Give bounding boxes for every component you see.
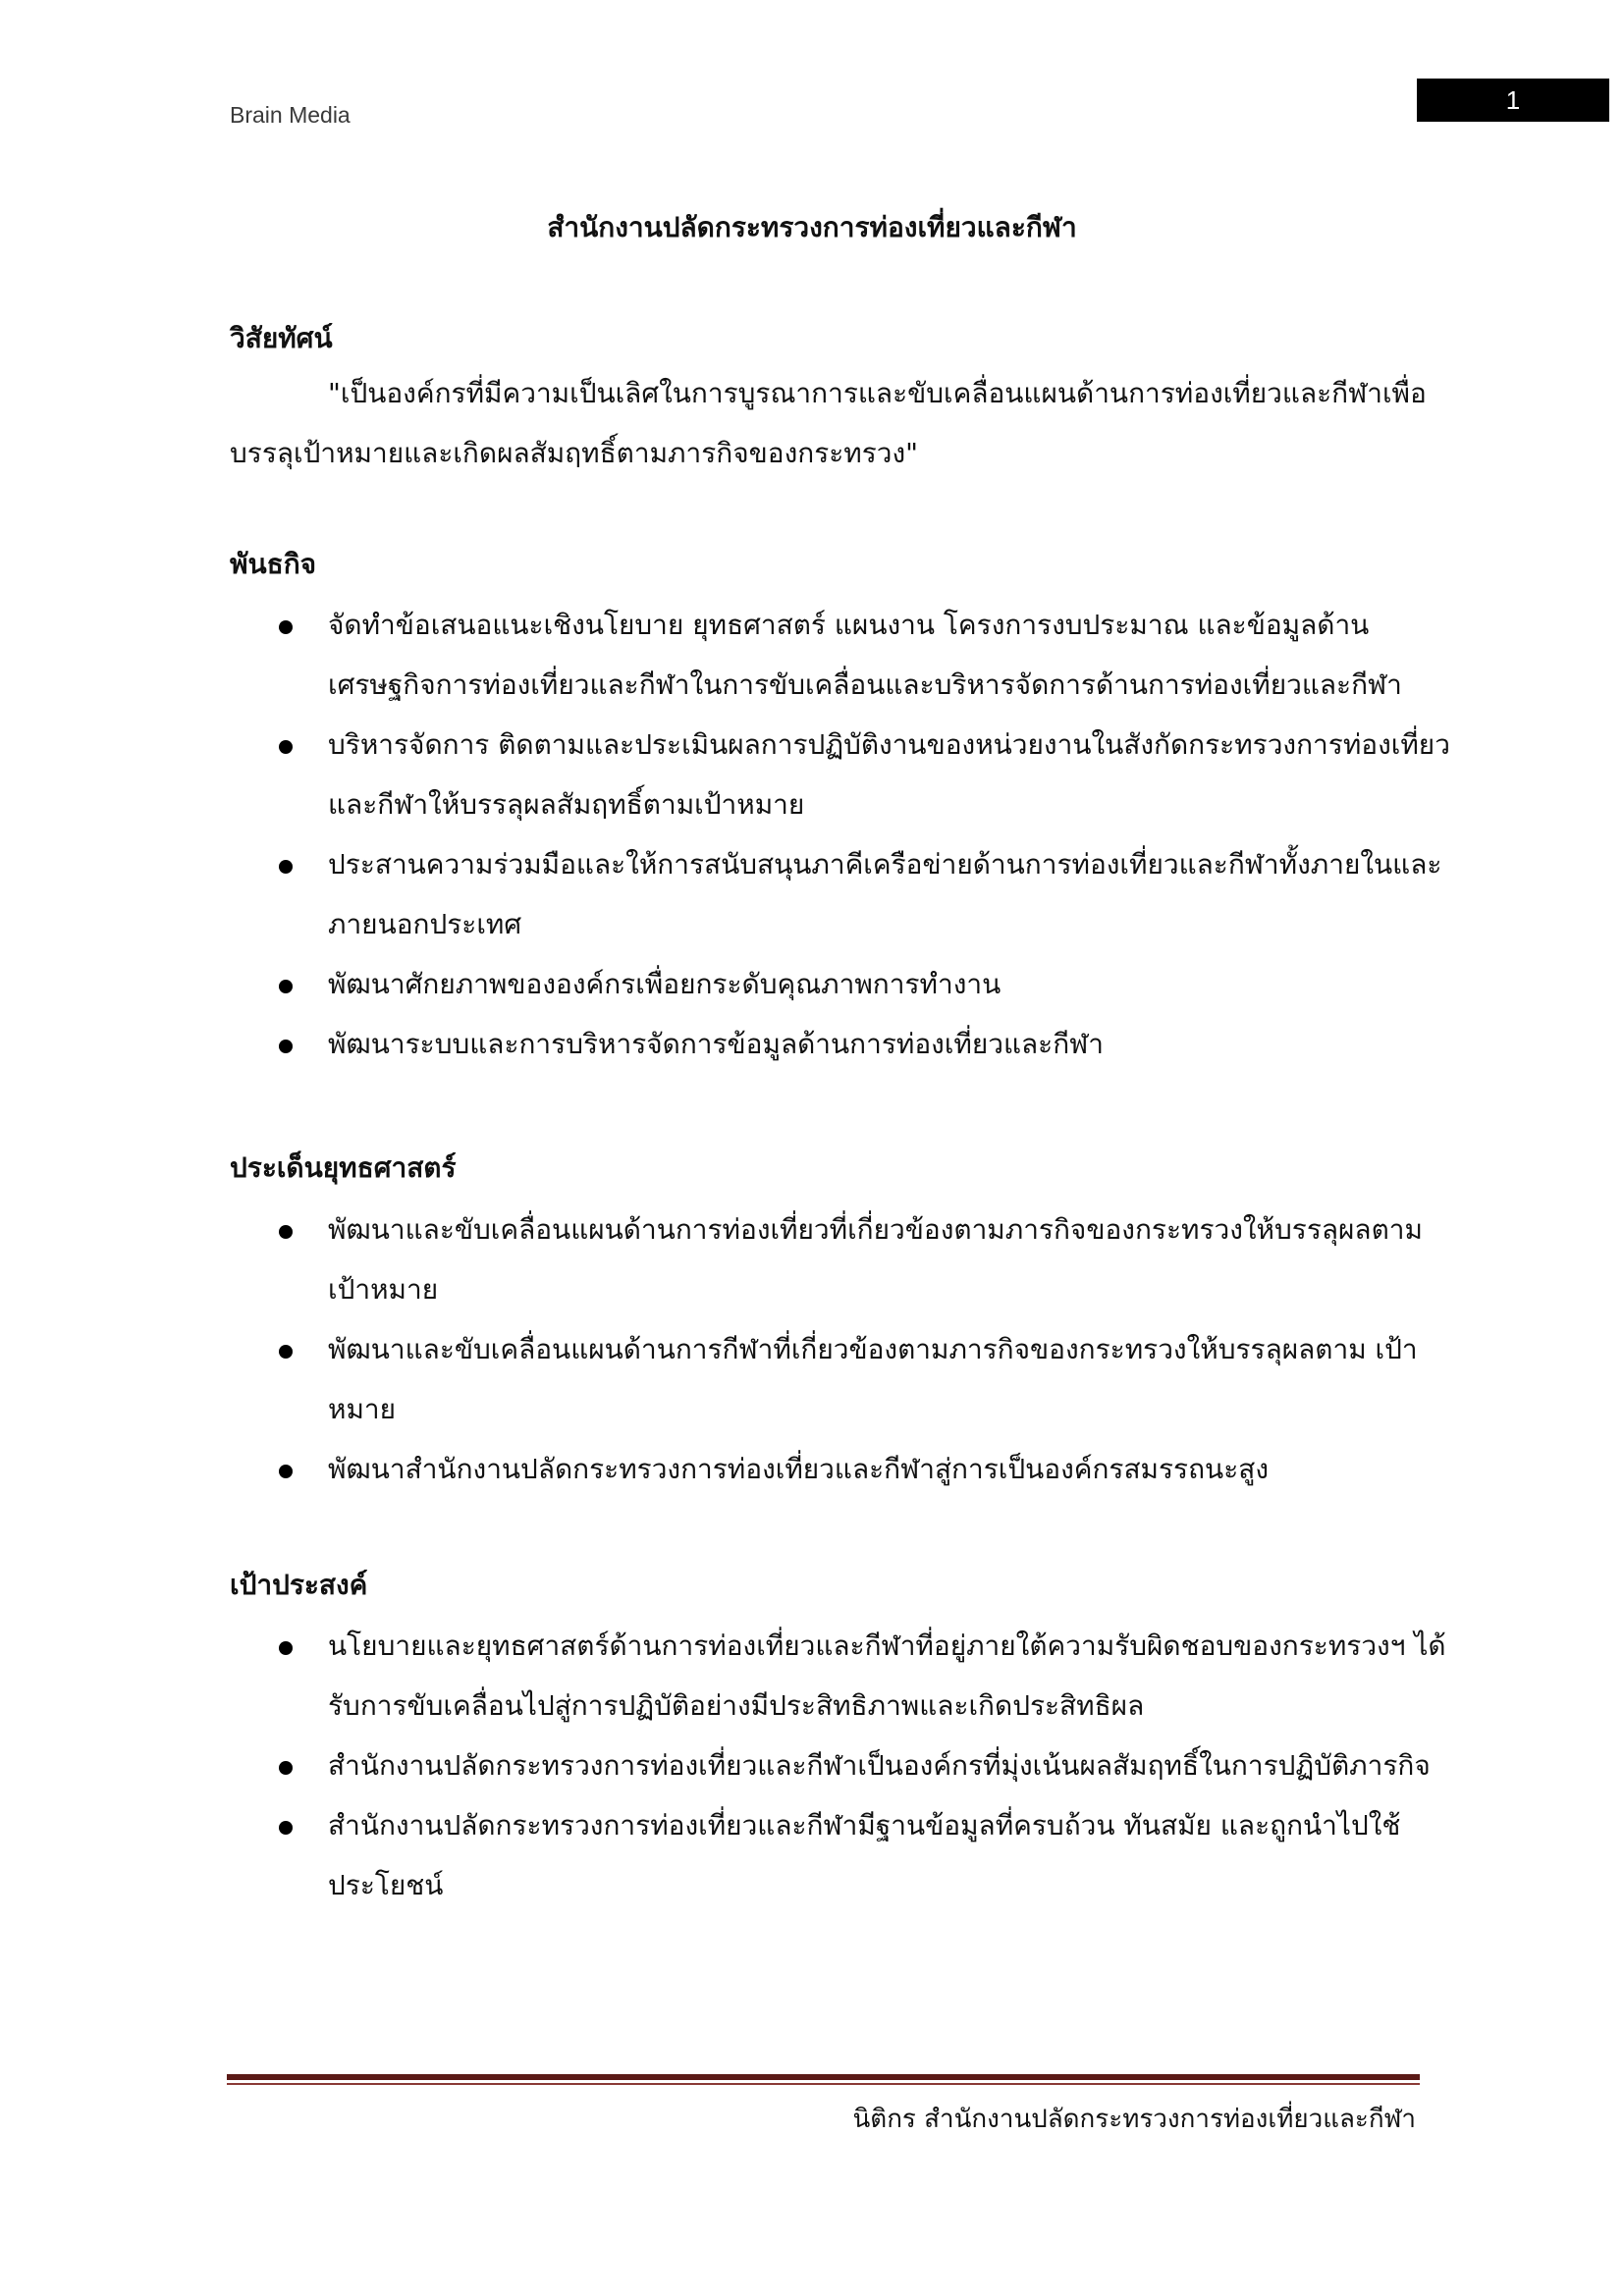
list-item: จัดทำข้อเสนอแนะเชิงนโยบาย ยุทธศาสตร์ แผนงาน โครงการงบประมาณ และข้อมูลด้าน เศรษฐกิจการท่องเที่ยวและกีฬาในการขับเคลื่อนและบริหารจัดการด้านการท่องเที่ยวและกีฬา xyxy=(230,595,1457,715)
bullet-icon xyxy=(279,860,293,874)
objectives-list xyxy=(230,1616,1457,1915)
list-item: สำนักงานปลัดกระทรวงการท่องเที่ยวและกีฬาเป็นองค์กรที่มุ่งเน้นผลสัมฤทธิ์ในการปฏิบัติภารกิจ xyxy=(230,1735,1457,1795)
list-item: พัฒนาและขับเคลื่อนแผนด้านการกีฬาที่เกี่ยวข้องตามภารกิจของกระทรวงให้บรรลุผลตาม เป้าหมาย xyxy=(230,1319,1457,1439)
list-item: พัฒนาระบบและการบริหารจัดการข้อมูลด้านการท่องเที่ยวและกีฬา xyxy=(230,1014,1457,1074)
list-item: สำนักงานปลัดกระทรวงการท่องเที่ยวและกีฬามีฐานข้อมูลที่ครบถ้วน ทันสมัย และถูกนำไปใช้ ประโยชน์ xyxy=(230,1795,1457,1915)
list-item: พัฒนาศักยภาพขององค์กรเพื่อยกระดับคุณภาพการทำงาน xyxy=(230,954,1457,1014)
bullet-icon xyxy=(279,1040,293,1053)
bullet-icon xyxy=(279,1465,293,1478)
bullet-icon xyxy=(279,1761,293,1775)
mission-heading: พันธกิจ xyxy=(230,548,317,580)
list-item: พัฒนาสำนักงานปลัดกระทรวงการท่องเที่ยวและกีฬาสู่การเป็นองค์กรสมรรถนะสูง xyxy=(230,1439,1457,1499)
list-item: พัฒนาและขับเคลื่อนแผนด้านการท่องเที่ยวที่เกี่ยวข้องตามภารกิจของกระทรวงให้บรรลุผลตาม เป้าหมาย xyxy=(230,1200,1457,1319)
vision-line-1: "เป็นองค์กรที่มีความเป็นเลิศในการบูรณาการและขับเคลื่อนแผนด้านการท่องเที่ยวและกีฬาเพื่อ xyxy=(328,377,1427,409)
objectives-heading: เป้าประสงค์ xyxy=(230,1569,368,1601)
mission-list xyxy=(230,595,1457,1074)
page-title: สำนักงานปลัดกระทรวงการท่องเที่ยวและกีฬา xyxy=(547,211,1077,243)
page-number: 1 xyxy=(1417,79,1609,122)
bullet-icon xyxy=(279,1225,293,1239)
bullet-icon xyxy=(279,740,293,754)
bullet-icon xyxy=(279,620,293,634)
strategy-list xyxy=(230,1200,1457,1499)
publisher-label: Brain Media xyxy=(230,102,351,128)
footer-divider-thin xyxy=(227,2083,1420,2085)
bullet-icon xyxy=(279,1641,293,1655)
footer-divider xyxy=(227,2074,1420,2080)
bullet-icon xyxy=(279,980,293,993)
bullet-icon xyxy=(279,1345,293,1359)
bullet-icon xyxy=(279,1821,293,1835)
footer-text: นิติกร สำนักงานปลัดกระทรวงการท่องเที่ยวและกีฬา xyxy=(852,2105,1416,2134)
vision-text xyxy=(230,363,1428,483)
list-item: ประสานความร่วมมือและให้การสนับสนุนภาคีเครือข่ายด้านการท่องเที่ยวและกีฬาทั้งภายในและ ภายนอกประเทศ xyxy=(230,834,1457,954)
strategy-heading: ประเด็นยุทธศาสตร์ xyxy=(230,1151,457,1184)
list-item: นโยบายและยุทธศาสตร์ด้านการท่องเที่ยวและกีฬาที่อยู่ภายใต้ความรับผิดชอบของกระทรวงฯ ได้รับการขับเคลื่อนไปสู่การปฏิบัติอย่างมีประสิทธิภาพและเกิดประสิทธิผล xyxy=(230,1616,1457,1735)
list-item: บริหารจัดการ ติดตามและประเมินผลการปฏิบัติงานของหน่วยงานในสังกัดกระทรวงการท่องเที่ยว และกีฬาให้บรรลุผลสัมฤทธิ์ตามเป้าหมาย xyxy=(230,715,1457,834)
vision-heading: วิสัยทัศน์ xyxy=(230,322,333,354)
vision-line-2: บรรลุเป้าหมายและเกิดผลสัมฤทธิ์ตามภารกิจของกระทรวง" xyxy=(230,437,919,469)
